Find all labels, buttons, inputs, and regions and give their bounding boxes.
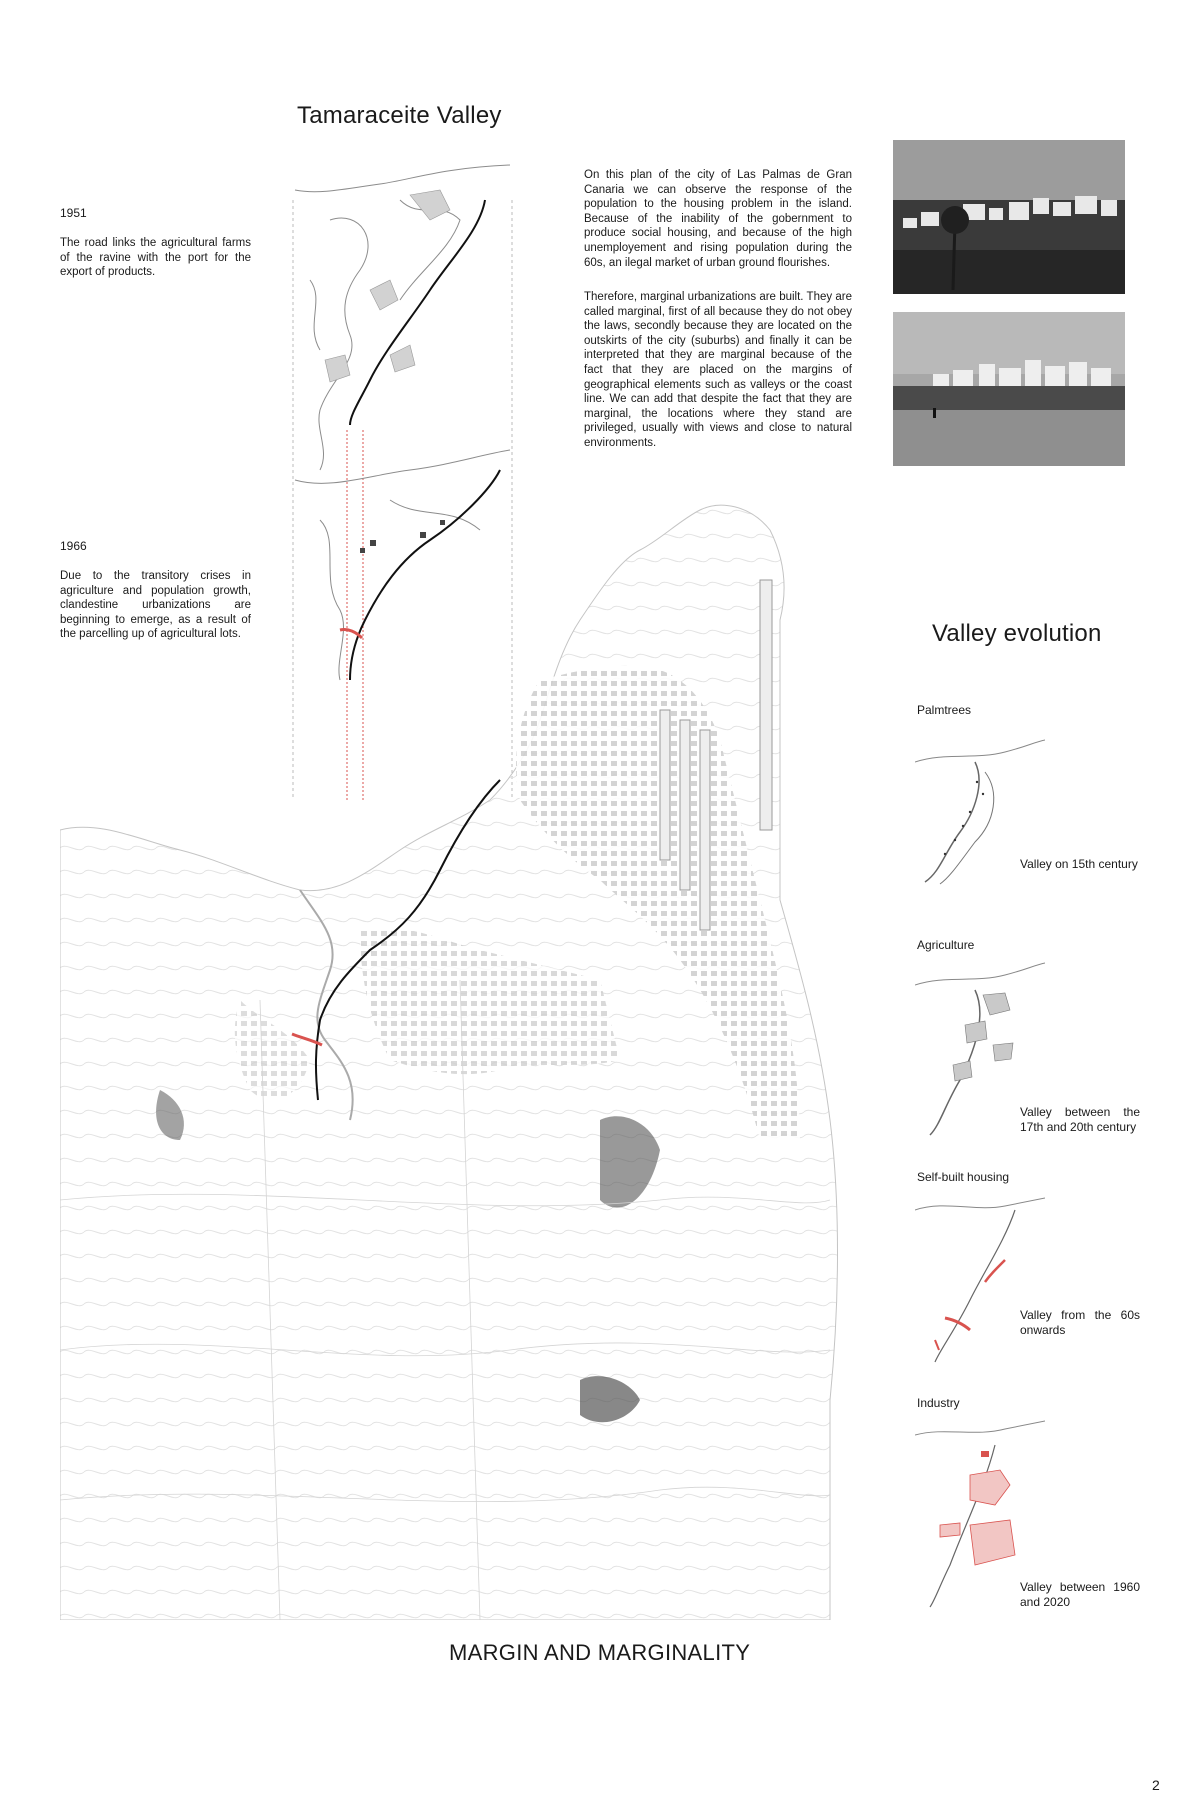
panel-caption-industry: Valley between 1960 and 2020 bbox=[1020, 1580, 1140, 1609]
city-map-las-palmas bbox=[60, 500, 850, 1620]
page-title: Tamaraceite Valley bbox=[297, 102, 502, 129]
panel-label-agriculture: Agriculture bbox=[917, 938, 975, 952]
panel-label-industry: Industry bbox=[917, 1396, 960, 1410]
photo-houses-on-hill bbox=[893, 140, 1125, 294]
panel-caption-self-built-housing: Valley from the 60s onwards bbox=[1020, 1308, 1140, 1337]
intro-paragraph-2: Therefore, marginal urbanizations are built. They are called marginal, first of all because they do not obey the laws, secondly because they are located on the outskirts of the city (suburbs) and finally it can be interpreted that they are marginal because of the fact that they are placed on the margins of geographical elements such as valleys or the coast line. We can add that despite the fact that they are marginal, the locations where they stand are privileged, usually with views and close to natural environments. bbox=[584, 291, 852, 449]
footer-heading: MARGIN AND MARGINALITY bbox=[449, 1640, 751, 1665]
page-number: 2 bbox=[1152, 1777, 1160, 1793]
intro-paragraph-1: On this plan of the city of Las Palmas de Gran Canaria we can observe the response of the population to the housing problem in the island. Because of the inability of the gobernment to produce social housing, and because of the high unemployement and rising population during the 60s, an ilegal market of urban ground flourishes. bbox=[584, 169, 852, 269]
year-1966-label: 1966 bbox=[60, 539, 87, 553]
panel-label-self-built-housing: Self-built housing bbox=[917, 1170, 1010, 1184]
panel-caption-agriculture: Valley between the 17th and 20th century bbox=[1020, 1105, 1140, 1134]
panel-caption-palmtrees: Valley on 15th century bbox=[1020, 857, 1138, 871]
year-1951-text: The road links the agricultural farms of the ravine with the port for the export of products. bbox=[60, 237, 251, 279]
valley-evolution-heading: Valley evolution bbox=[932, 620, 1102, 647]
photo-valley-ground bbox=[893, 312, 1125, 466]
year-1966-text: Due to the transitory crises in agriculture and population growth, clandestine urbanizations are beginning to emerge, as a result of the parcelling up of agricultural lots. bbox=[60, 570, 251, 641]
panel-map-self-built-housing bbox=[915, 1190, 1045, 1365]
year-1951-label: 1951 bbox=[60, 206, 87, 220]
panel-label-palmtrees: Palmtrees bbox=[917, 703, 972, 717]
